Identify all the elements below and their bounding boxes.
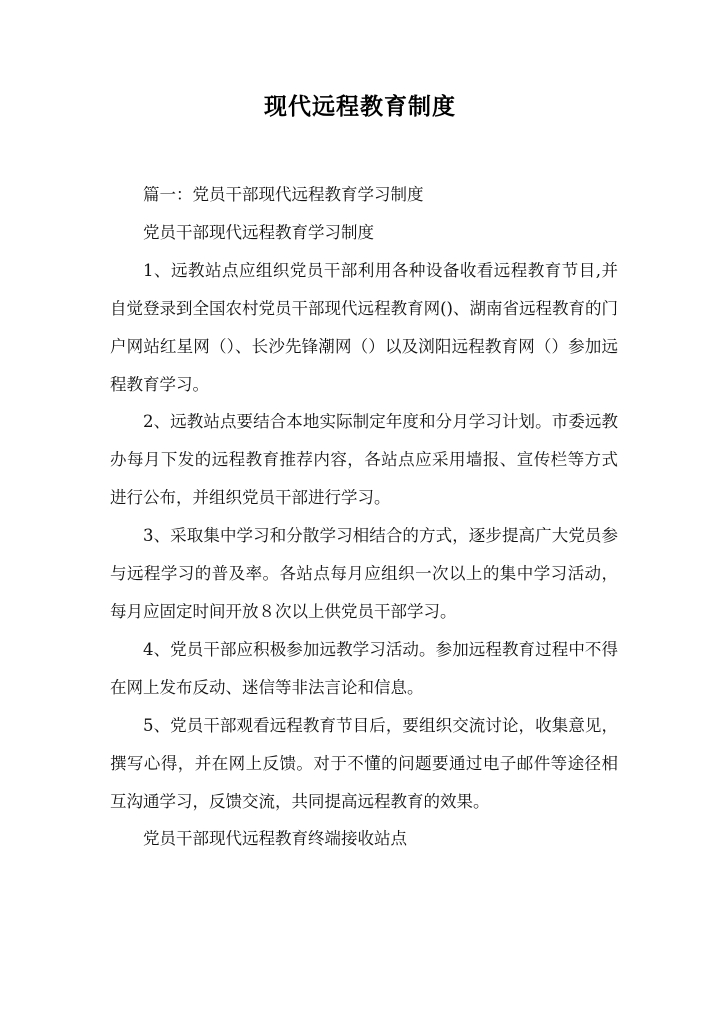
paragraph-item-4: 4、党员干部应积极参加远教学习活动。参加远程教育过程中不得在网上发布反动、迷信等非法言论和信息。 <box>110 639 618 697</box>
document-title: 现代远程教育制度 <box>264 94 456 120</box>
paragraph-item-1: 1、远教站点应组织党员干部利用各种设备收看远程教育节目,并自觉登录到全国农村党员干部现代远程教育网()、湖南省远程教育的门户网站红星网（）、长沙先锋潮网（）以及浏阳远程教育网（）参加远程教育学习。 <box>110 260 618 394</box>
paragraph-item-2: 2、远教站点要结合本地实际制定年度和分月学习计划。市委远教办每月下发的远程教育推荐内容，各站点应采用墙报、宣传栏等方式进行公布，并组织党员干部进行学习。 <box>110 412 618 508</box>
paragraph-subtitle: 篇一：党员干部现代远程教育学习制度 <box>143 185 424 204</box>
paragraph-item-5: 5、党员干部观看远程教育节目后，要组织交流讨论，收集意见，撰写心得，并在网上反馈。对于不懂的问题要通过电子邮件等途径相互沟通学习，反馈交流，共同提高远程教育的效果。 <box>110 715 618 811</box>
paragraph-heading: 党员干部现代远程教育学习制度 <box>143 222 374 242</box>
paragraph-item-3: 3、采取集中学习和分散学习相结合的方式，逐步提高广大党员参与远程学习的普及率。各站点每月应组织一次以上的集中学习活动，每月应固定时间开放８次以上供党员干部学习。 <box>110 526 618 621</box>
document-body <box>110 176 618 858</box>
paragraph-footer: 党员干部现代远程教育终端接收站点 <box>143 829 407 849</box>
